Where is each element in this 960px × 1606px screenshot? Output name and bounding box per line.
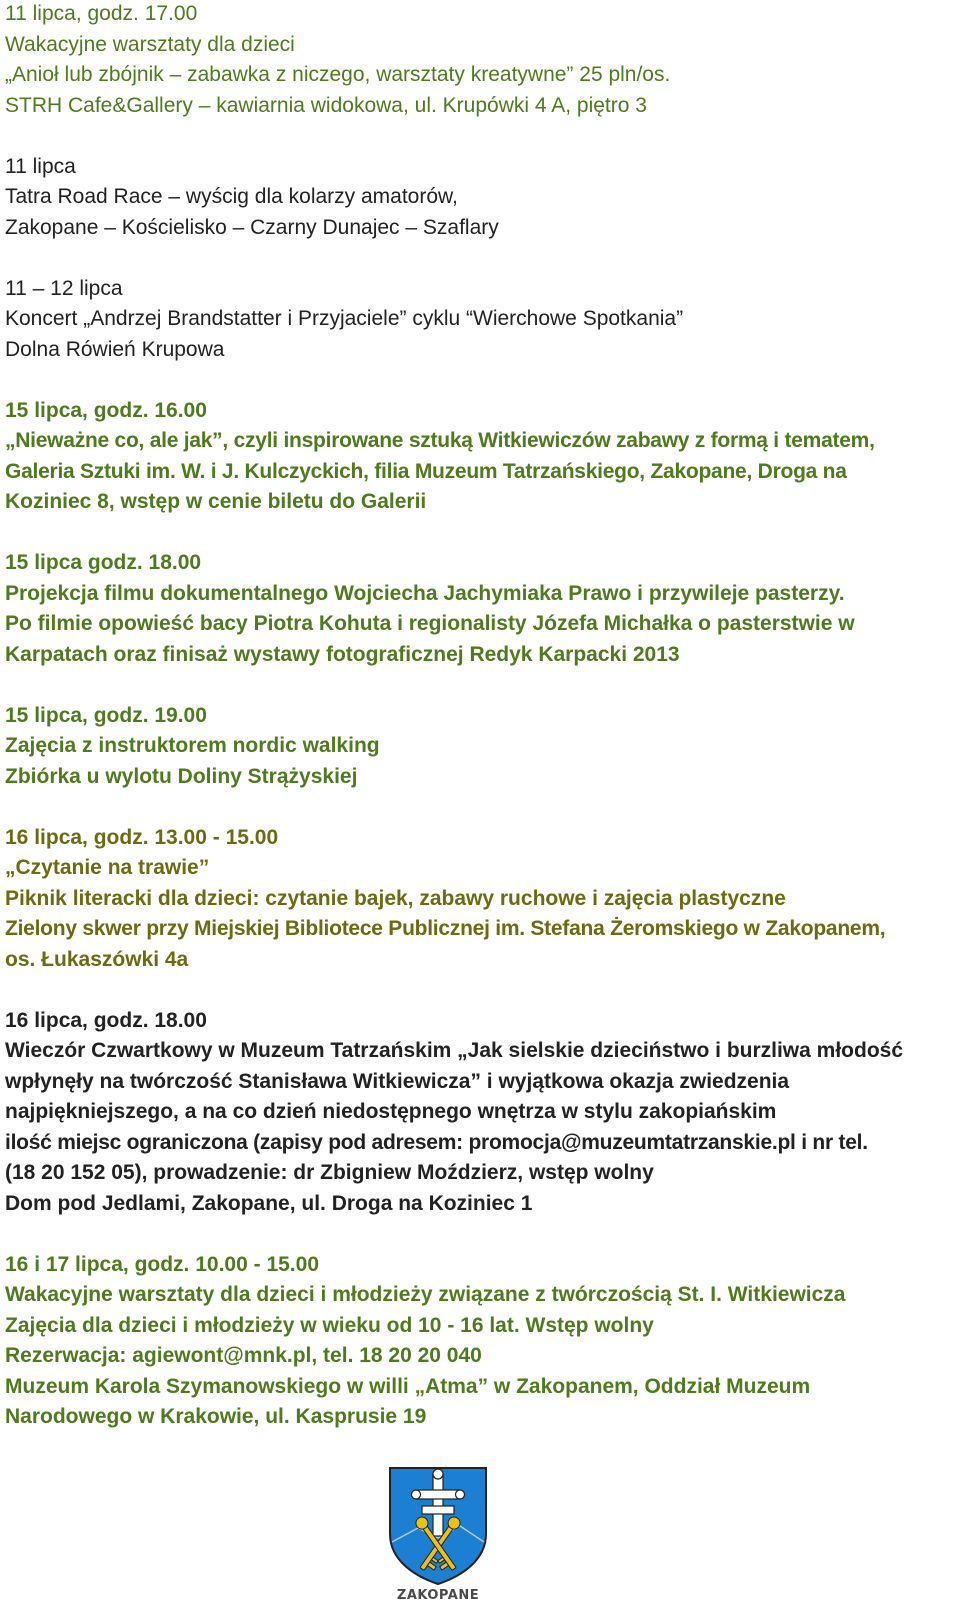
event-date: 15 lipca godz. 18.00 [5,551,202,574]
event-block [5,1250,955,1433]
zakopane-logo [378,1464,498,1606]
event-line: Dolna Rówień Krupowa [5,337,225,361]
event-date: 15 lipca, godz. 16.00 [5,398,207,422]
event-block [5,823,955,976]
event-line: Wieczór Czwartkowy w Muzeum Tatrzańskim „Jak sielskie dzieciństwo i burzliwa młodość [5,1039,904,1062]
event-line: Zakopane – Kościelisko – Czarny Dunajec – Szaflary [5,215,499,239]
event-line: STRH Cafe&Gallery – kawiarnia widokowa, ul. Krupówki 4 A, piętro 3 [5,93,647,117]
event-line: os. Łukaszówki 4a [5,947,189,971]
logo-label: ZAKOPANE [396,1588,480,1603]
event-date: 11 lipca, godz. 17.00 [5,2,198,25]
event-block [5,1006,955,1220]
event-line: Piknik literacki dla dzieci: czytanie bajek, zabawy ruchowe i zajęcia plastyczne [5,886,786,910]
event-date: 11 lipca [5,154,76,178]
event-block [5,274,955,366]
event-date: 16 lipca, godz. 13.00 - 15.00 [5,825,279,849]
event-line: Muzeum Karola Szymanowskiego w willi „Atma” w Zakopanem, Oddział Muzeum [5,1374,811,1398]
event-line: Wakacyjne warsztaty dla dzieci i młodzieży związane z twórczością St. I. Witkiewicza [5,1283,846,1306]
event-line: Zbiórka u wylotu Doliny Strążyskiej [5,764,358,788]
event-list [5,0,955,1463]
zakopane-coat-of-arms-icon [378,1464,498,1586]
event-line: Zajęcia z instruktorem nordic walking [5,734,380,757]
event-line: wpłynęły na twórczość Stanisława Witkiewicza” i wyjątkowa okazja zwiedzenia [5,1069,790,1093]
event-line: „Anioł lub zbójnik – zabawka z niczego, warsztaty kreatywne” 25 pln/os. [5,63,671,86]
event-line: Dom pod Jedlami, Zakopane, ul. Droga na Koziniec 1 [5,1191,533,1215]
event-line: Koncert „Andrzej Brandstatter i Przyjaciele” cyklu “Wierchowe Spotkania” [5,307,684,330]
event-date: 11 – 12 lipca [5,276,123,300]
event-date: 16 lipca, godz. 18.00 [5,1008,207,1032]
event-line: Narodowego w Krakowie, ul. Kasprusie 19 [5,1405,427,1428]
event-line: „Czytanie na trawie” [5,856,210,879]
event-line: Zajęcia dla dzieci i młodzieży w wieku od 10 - 16 lat. Wstęp wolny [5,1313,654,1337]
event-line: Rezerwacja: agiewont@mnk.pl, tel. 18 20 20 040 [5,1344,482,1367]
event-line: Zielony skwer przy Miejskiej Bibliotece Publicznej im. Stefana Żeromskiego w Zakopanem, [5,917,886,940]
event-block [5,0,955,121]
event-line: Tatra Road Race – wyścig dla kolarzy amatorów, [5,185,458,208]
event-date: 15 lipca, godz. 19.00 [5,703,207,727]
event-line: ilość miejsc ograniczona (zapisy pod adresem: promocja@muzeumtatrzanskie.pl i nr tel. [5,1130,868,1154]
event-line: Po filmie opowieść bacy Piotra Kohuta i regionalisty Józefa Michałka o pasterstwie w [5,612,855,635]
event-block [5,548,955,670]
event-block [5,701,955,793]
event-line: „Nieważne co, ale jak”, czyli inspirowane sztuką Witkiewiczów zabawy z formą i tematem, [5,429,875,452]
event-line: najpiękniejszego, a na co dzień niedostępnego wnętrza w stylu zakopiańskim [5,1100,777,1123]
event-line: (18 20 152 05), prowadzenie: dr Zbigniew Moździerz, wstęp wolny [5,1161,654,1184]
event-line: Galeria Sztuki im. W. i J. Kulczyckich, filia Muzeum Tatrzańskiego, Zakopane, Droga na [5,459,847,483]
event-line: Wakacyjne warsztaty dla dzieci [5,32,295,56]
event-line: Projekcja filmu dokumentalnego Wojciecha Jachymiaka Prawo i przywileje pasterzy. [5,581,845,605]
event-line: Karpatach oraz finisaż wystawy fotograficznej Redyk Karpacki 2013 [5,642,680,666]
event-block [5,152,955,244]
event-date: 16 i 17 lipca, godz. 10.00 - 15.00 [5,1252,319,1276]
event-line: Koziniec 8, wstęp w cenie biletu do Galerii [5,490,427,513]
event-block [5,396,955,518]
